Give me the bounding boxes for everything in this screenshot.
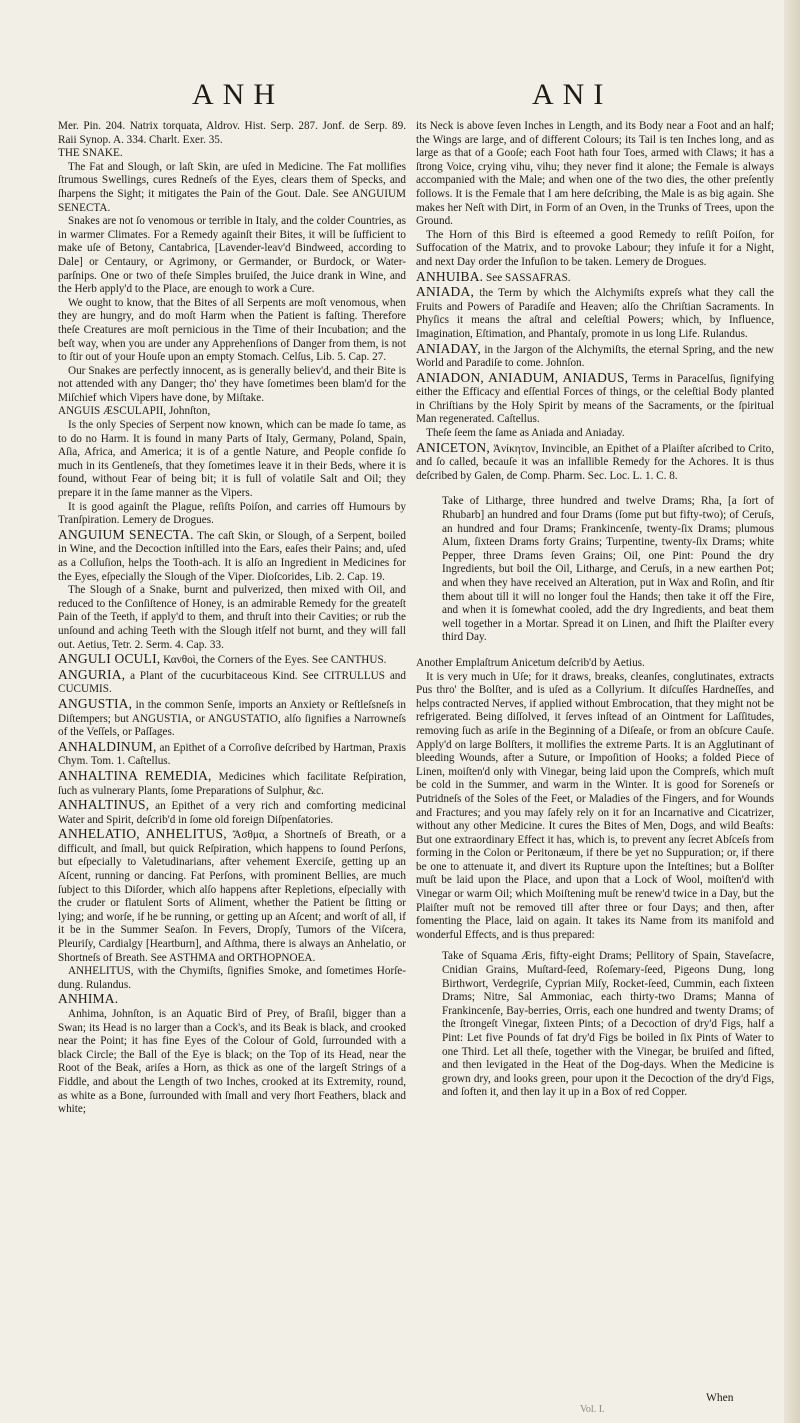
entry-headword: ANHUIBA.: [416, 268, 484, 284]
entry-text: Ἄσθμα, a Shortneſs of Breath, or a difficult, and ſmall, but quick Reſpiration, which happens to ſound Perſons, but eſpecially to Valetudinarians, after vehement Exerciſe, getting up an Aſcent, running or dancing. Fat Perſons, with prominent Bellies, are much ſubject to this Diſorder, which alſo happens after Repletions, eſpecially with the cruder or flatulent Sorts of Aliment, whether the Patient be ſitting or lying; and worſe, if he be running, or getting up an Aſcent; and worſt of all, if it be in the Summer Seaſon. In Fevers, Dropſy, Tumors of the Viſcera, Pleuriſy, Cardialgy [Heartburn], and Aſthma, there is always an Anhelatio, or Shortneſs of Breath. See ASTHMA and ORTHOPNOEA.: [58, 829, 406, 964]
paragraph: Our Snakes are perfectly innocent, as is generally believ'd, and their Bite is not attended with any Danger; tho' they have ſometimes been blam'd for the Miſchief which Vipers have done, by Miſtake.: [58, 364, 406, 404]
paragraph: its Neck is above ſeven Inches in Length, and its Body near a Foot and an half; the Wings are large, and of different Colours; its Tail is ten Inches long, and as large as that of a Gooſe; each Foot hath four Toes, armed with Claws; it has a ſtrong Voice, crying vihu, vihu; they never find it alone; the Female is always accompanied with the Male; and when one of the two dies, the other preſently follows. It is the Female that I am here deſcribing, the Male is as big again. She makes her Neſt with Dirt, in Form of an Oven, in the Trunks of Trees, upon the Ground.: [416, 120, 774, 228]
footer-signature: Vol. I.: [580, 1404, 605, 1415]
dictionary-entry: [416, 270, 774, 286]
paragraph: The Horn of this Bird is eſteemed a good Remedy to reſiſt Poiſon, for Suffocation of the Matrix, and to provoke Labour; they infuſe it for a Night, and next Day order the Infuſion to be taken. Lemery de Drogues.: [416, 228, 774, 268]
entry-text: See SASSAFRAS.: [483, 271, 571, 284]
entry-text: The caſt Skin, or Slough, of a Serpent, boiled in Wine, and the Decoction inſtilled into the Ears, eaſes their Pains; and, uſed as a Colluſion, helps the Tooth-ach. It is alſo an Ingredient in Medicines for the Eyes, eſpecially the Slough of the Viper. Dioſcorides, Lib. 2. Cap. 19.: [58, 529, 406, 583]
entry-text: in the Jargon of the Alchymiſts, the eternal Spring, and the new World and Paradiſe to come. Johnſon.: [416, 343, 774, 370]
dictionary-entry: [58, 827, 406, 965]
page-gutter: [784, 0, 800, 1423]
dictionary-entry: [58, 528, 406, 584]
left-column: [58, 120, 406, 1117]
entry-text: an Epithet of a very rich and comforting medicinal Water and Spirit, deſcrib'd in ſome old foreign Diſpenſatories.: [58, 800, 406, 826]
entry-headword: ANGULI OCULI,: [58, 651, 161, 667]
entry-headword: ANGURIA,: [58, 666, 126, 682]
dictionary-entry: [416, 371, 774, 427]
recipe-block: Take of Squama Æris, fifty-eight Drams; Pellitory of Spain, Staveſacre, Cnidian Grains, Muſtard-ſeed, Roſemary-ſeed, Pigeons Dung, long Birthwort, Verdegriſe, Cyprian Miſy, Rocket-ſeed, Cummin, each ſixteen Drams; Nitre, Sal Ammoniac, each thirty-two Drams; Manna of Frankincenſe, Bay-berries, Orris, each one hundred and twenty Drams; of the ſtrongeſt Vinegar, ſixteen Pints; of a Decoction of dry'd Figs, half a Pint: Let five Pounds of fat dry'd Figs be boiled in ſix Pints of Water to one Third. Let all theſe, together with the Vinegar, be bruiſed and ſifted, and then levigated in the Heat of the Dog-days. When the Medicine is grown dry, and looks green, pour upon it the Decoction of the dry'd Figs, and ſoften it, and then lay it up in a Box of red Copper.: [442, 950, 774, 1099]
dictionary-entry: [416, 285, 774, 341]
paragraph: The Fat and Slough, or laſt Skin, are uſed in Medicine. The Fat mollifies ſtrumous Swellings, cures Redneſs of the Eyes, clears them of Specks, and ſharpens the Sight; it mitigates the Pain of the Gout. Dale. See ANGUIUM SENECTA.: [58, 160, 406, 214]
entry-headword: ANGUSTIA,: [58, 695, 133, 711]
right-column: [416, 120, 774, 1100]
entry-headword: ANHIMA.: [58, 991, 119, 1007]
recipe-block: Take of Litharge, three hundred and twelve Drams; Rha, [a ſort of Rhubarb] an hundred and four Drams (ſome put but fifty-two); of Ceruſs, an hundred and four Drams; Frankincenſe, twenty-ſix Drams; plumous Alum, ſixteen Drams forty Grains; Turpentine, twenty-ſix Drams; white Pepper, three Drams ſeven Grains; Oil, one Pint: Pound the dry Ingredients, but boil the Oil, Litharge, and Ceruſs, in a new earthen Pot; and when they have received an Alteration, put in Wax and Roſin, and ſtir them about till it will no longer foul the Hands; then take it off the Fire, and when it is ſomewhat cooled, add the dry Ingredients, and beat them well together in a Mortar. Spread it on Linen, and ſhift the Plaiſter every third Day.: [442, 495, 774, 644]
dictionary-entry: [58, 697, 406, 740]
entry-text: Κανθοὶ, the Corners of the Eyes. See CANTHUS.: [160, 654, 387, 667]
paragraph: Is the only Species of Serpent now known, which can be made ſo tame, as to do no Harm. It is found in many Parts of Italy, Germany, Poland, Spain, Aſia, Africa, and America; it is of a gentle Nature, and People confide ſo much in its Gentleneſs, that they ſometimes leave it in their Beds, where it is found, without Fear of being bit; it is full of volatile Salt and Oil; they prepare it in the ſame manner as the Vipers.: [58, 419, 406, 500]
paragraph: Theſe ſeem the ſame as Aniada and Aniaday.: [426, 427, 625, 440]
paragraph: We ought to know, that the Bites of all Serpents are moſt venomous, when they are hungry, and do moſt Harm when the Patient is faſting. Therefore theſe Creatures are moſt pernicious in the Time of their Incubation; and the beſt way, when you are under any Apprehenſions of Danger from them, is not to ſtir out of your Houſe upon an empty Stomach. Celſus, Lib. 5. Cap. 27.: [58, 296, 406, 364]
entry-headword: ANHELATIO, ANHELITUS,: [58, 826, 227, 842]
paragraph: Anhima, Johnſton, is an Aquatic Bird of Prey, of Braſil, bigger than a Swan; its Head is no larger than a Cock's, and its Beak is black, and crooked near the Point; it has fine Eyes of the Colour of Gold, ſurrounded with a black Circle; the Ball of the Eye is black; on the Top of its Head, near the Root of the Beak, ariſes a Horn, as thick as one of the largeſt Strings of a Fiddle, and about the Length of two Inches, crooked at its Extremity, round, as white as a Bone, ſurrounded with ſmall and very ſhort Feathers, black and white;: [58, 1008, 406, 1116]
entry-headword: ANIADON, ANIADUM, ANIADUS,: [416, 369, 629, 385]
dictionary-entry: [416, 342, 774, 371]
entry-text: in the common Senſe, imports an Anxiety or Reſtleſsneſs in Diſtempers; but ANGUSTIA, or ANGUSTATIO, alſo ſignifies a Narrowneſs of the Veſſels, or Paſſages.: [58, 698, 406, 739]
entry-text: an Epithet of a Corroſive deſcribed by Hartman, Praxis Chym. Tom. 1. Caſtellus.: [58, 741, 406, 768]
entry-headword: ANIADAY,: [416, 340, 481, 356]
paragraph: It is good againſt the Plague, reſiſts Poiſon, and carries off Humours by Tranſpiration. Lemery de Drogues.: [58, 500, 406, 527]
dictionary-entry: [58, 668, 406, 697]
dictionary-entry: [58, 798, 406, 827]
paragraph: THE SNAKE.: [58, 147, 123, 160]
entry-text: a Plant of the cucurbitaceous Kind. See CITRULLUS and CUCUMIS.: [58, 669, 406, 696]
entry-headword: ANHALTINUS,: [58, 797, 150, 813]
dictionary-entry: [58, 740, 406, 769]
paragraph: Another Emplaſtrum Anicetum deſcrib'd by Aetius.: [416, 656, 645, 669]
paragraph: Snakes are not ſo venomous or terrible in Italy, and the colder Countries, as in warmer Climates. For a Remedy againſt their Bites, it will be ſufficient to make uſe of Betony, Cantabrica, [Lavender-leav'd Bindweed, according to Dale] or Centaury, or Agrimony, or Germander, or Burdock, or Water-parſnips. One or two of theſe Simples bruiſed, the Juice drank in Wine, and the Herb apply'd to the Place, are enough to work a Cure.: [58, 215, 406, 296]
paragraph: It is very much in Uſe; for it draws, breaks, cleanſes, conglutinates, extracts Pus thro' the Bolſter, and is uſed as a Collyrium. It diſcuſſes Hardneſſes, and helps contracted Nerves, if applied without Embrocation, that they might not be refrigerated. Being diſſolved, it ſerves inſtead of an Ointment for Laſſitudes, removing ſuch as ariſe in the Beginning of a Diſeaſe, or from an obſcure Cauſe. Apply'd on large Bolſters, it mollifies the extreme Parts. It is an Agglutinant of bleeding Wounds, after a Suture, or Impoſition of Hooks; a folded Piece of Linen, moiſten'd only with Vinegar, being laid upon the Compreſs, which muſt be cold in the Summer, and warm in the Winter. It is good for Soreneſs or Putridneſs of the Soles of the Feet, or Maladies of the Fingers, and for Wounds and Fractures; and you may ſafely rely on it for an Incarnative and Cicatrizer, without any other Medicine. It cures the Bites of Men, Dogs, and wild Beaſts: But one extraordinary Effect it has, which is, to prevent any ſecret Abſceſs from forming in the Colon or Peritonæum, if there be yet no Suppuration; or, if there be one to attenuate it, and divert its Rupture upon the Inteſtines; but a Bolſter muſt be laid upon the Place, and upon that a Lock of Wool, moiſten'd with Vinegar or warm Oil; which Moiſtening muſt be renew'd twice in a Day, but the Plaiſter muſt not be removed till after three or four Days; and then, after fomenting the Place, laid on again. It takes its Name from its manifold and wonderful Effects, and is thus prepared:: [416, 670, 774, 941]
entry-text: the Term by which the Alchymiſts expreſs what they call the Fruits and Powers of Paradiſe and Heaven; alſo the Chriſtian Sacraments. In Phyſics it means the aſtral and celeſtial Powers; which, by Influence, Imagination, Eſtimation, and Phantaſy, promote in us long Life. Rulandus.: [416, 287, 774, 340]
entry-text: Ἀνίκητον, Invincible, an Epithet of a Plaiſter aſcribed to Crito, and ſo called, becauſe it was an infallible Remedy for the Achores. It is thus deſcribed by Galen, de Comp. Pharm. Sec. Loc. L. 1. C. 8.: [416, 442, 774, 482]
entry-headword: ANHALTINA REMEDIA,: [58, 767, 212, 783]
entry-headword: ANICETON,: [416, 439, 490, 455]
paragraph: Mer. Pin. 204. Natrix torquata, Aldrov. Hist. Serp. 287. Jonf. de Serp. 89. Raii Synop. A. 334. Charlt. Exer. 35.: [58, 120, 406, 146]
paragraph: ANHELITUS, with the Chymiſts, ſignifies Smoke, and ſometimes Horſe-dung. Rulandus.: [58, 965, 406, 991]
entry-text: Terms in Paracelſus, ſignifying either the Efficacy and eſſential Forces of things, or the celeſtial Body planted in Chriſtians by the Holy Spirit by means of the Sacraments, or the ſpiritual Man regenerated. Caſtellus.: [416, 372, 774, 426]
catchword: When: [706, 1392, 734, 1404]
dictionary-entry: [58, 992, 406, 1008]
dictionary-entry: [58, 769, 406, 798]
running-head-right: ANI: [532, 78, 613, 111]
entry-headword: ANHALDINUM,: [58, 738, 157, 754]
paragraph: ANGUIS ÆSCULAPII, Johnſton,: [58, 405, 211, 418]
entry-headword: ANIADA,: [416, 284, 475, 300]
entry-text: Medicines which facilitate Reſpiration, ſuch as vulnerary Plants, ſome Preparations of Sulphur, &c.: [58, 770, 406, 797]
running-head-left: ANH: [192, 78, 284, 111]
dictionary-entry: [416, 441, 774, 484]
dictionary-entry: [58, 652, 406, 668]
paragraph: The Slough of a Snake, burnt and pulverized, then mixed with Oil, and reduced to the Conſiſtence of Honey, is an admirable Remedy for the greateſt Pain of the Teeth, if apply'd to them, and thruſt into their Cavities; or rub the unſound and aching Teeth with the Slough itſelf not burnt, and they will fall out. Aetius, Tetr. 2. Serm. 4. Cap. 33.: [58, 584, 406, 651]
entry-headword: ANGUIUM SENECTA.: [58, 526, 194, 542]
